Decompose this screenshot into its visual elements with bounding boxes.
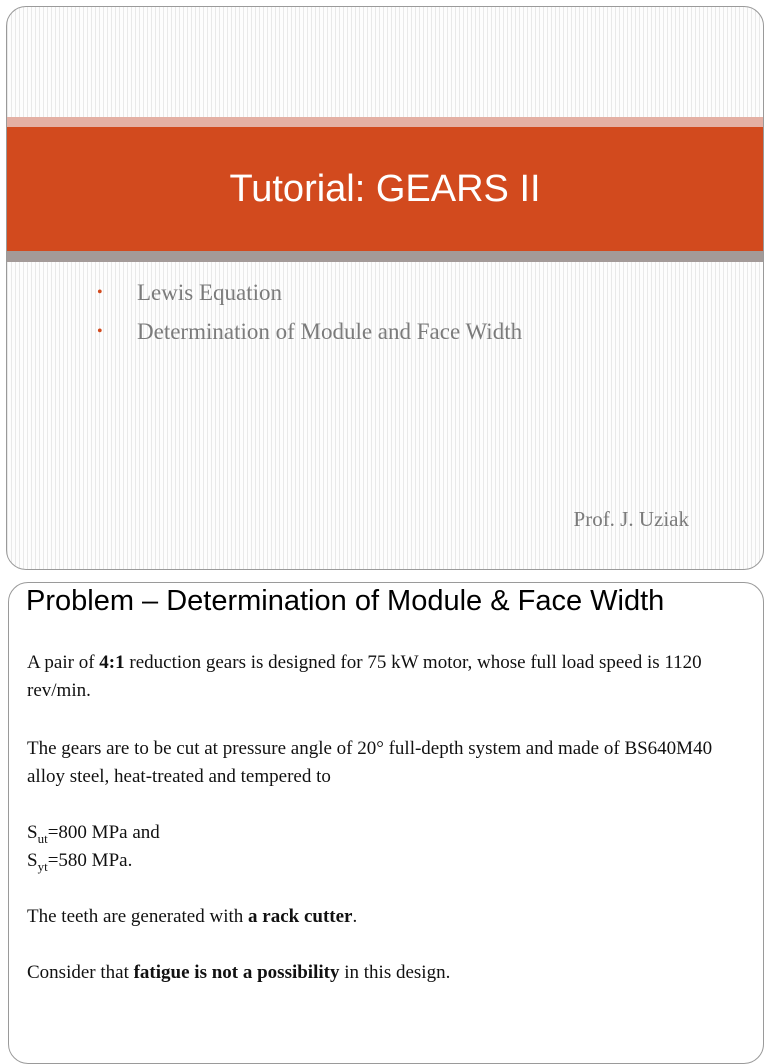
bullet-icon: • xyxy=(97,284,103,301)
bullet-text: Lewis Equation xyxy=(137,280,282,305)
bullet-list xyxy=(95,277,522,355)
slide-title: Tutorial: GEARS II xyxy=(229,167,541,210)
bullet-icon: • xyxy=(97,323,103,340)
paragraph-cutter: The teeth are generated with a rack cutter. xyxy=(27,906,358,927)
header-band-shadow xyxy=(7,251,763,262)
yield-strength: $S_{yt}=580$ MPa. xyxy=(27,850,133,874)
bullet-text: Determination of Module and Face Width xyxy=(137,319,523,344)
problem-slide xyxy=(8,582,764,1064)
paragraph-material: The gears are to be cut at pressure angle of 20° full-depth system and made of BS640M40 alloy steel, heat-treated and tempered to xyxy=(27,738,713,787)
ratio-value: 4:1 xyxy=(99,652,125,673)
author-name: Prof. J. Uziak xyxy=(573,507,689,531)
ultimate-strength: $S_{ut}=800$ MPa and xyxy=(27,822,160,846)
paragraph-fatigue: Consider that fatigue is not a possibility in this design. xyxy=(27,962,451,983)
problem-title: Problem – Determination of Module & Face Width xyxy=(26,585,665,617)
title-slide xyxy=(6,6,764,570)
header-band-light xyxy=(7,117,763,127)
paragraph-gear-ratio: A pair of 4:1 reduction gears is designed for 75 kW motor, whose full load speed is 1120 rev/min. xyxy=(27,652,702,701)
bullet-item xyxy=(95,277,522,316)
bullet-item xyxy=(95,316,522,355)
